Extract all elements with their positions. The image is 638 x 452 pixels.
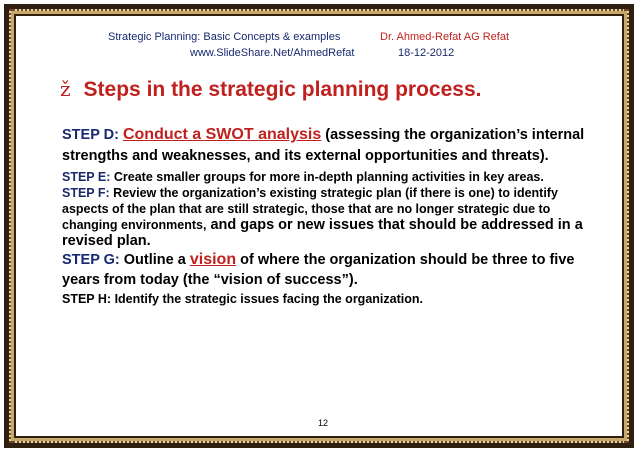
step-h-text: Identify the strategic issues facing the organization.	[114, 292, 423, 306]
slide-content	[14, 14, 624, 438]
step-e-paragraph	[62, 169, 592, 185]
step-g-paragraph	[62, 250, 592, 290]
step-h-separator: :	[106, 292, 115, 306]
step-e-text: Create smaller groups for more in-depth planning activities in key areas.	[113, 170, 544, 184]
step-d-paragraph	[62, 124, 592, 167]
step-g-text: of where the organization should be three to five years from today (the “vision of success”).	[62, 252, 575, 288]
step-d-label: STEP D	[62, 127, 115, 143]
step-g-label: STEP G	[62, 252, 115, 268]
step-e-label: STEP E	[62, 170, 107, 184]
step-f-label: STEP F	[62, 186, 106, 200]
step-d-text: (assessing the organization’s internal strengths and weaknesses, and its external opportunities and threats).	[62, 127, 585, 164]
step-h-label: STEP H	[62, 292, 107, 306]
step-h-paragraph	[62, 291, 592, 307]
step-f-separator: :	[105, 186, 114, 200]
slide-title-row	[60, 77, 481, 102]
step-g-text-pre: Outline a	[123, 252, 190, 268]
slide-title: Steps in the strategic planning process.	[83, 78, 482, 101]
decorative-border-right	[624, 9, 629, 443]
header-website: www.SlideShare.Net/AhmedRefat	[190, 47, 355, 59]
title-bullet: ž	[60, 77, 71, 101]
header-author: Dr. Ahmed-Refat AG Refat	[380, 31, 510, 43]
step-f-text-emphasis: and gaps or new issues that should be addressed in a revised plan.	[62, 217, 583, 249]
step-d-highlight: Conduct a SWOT analysis	[122, 126, 322, 143]
step-g-separator: :	[114, 252, 124, 268]
page-number: 12	[318, 418, 329, 428]
steps-body	[62, 124, 592, 307]
step-g-highlight: vision	[189, 251, 237, 268]
step-d-separator: :	[114, 127, 123, 143]
step-f-text: Review the organization’s existing strategic plan (if there is one) to identify aspects of the plan that are still strategic, those that are no longer strategic due to changing environments,	[62, 186, 558, 232]
step-e-separator: :	[106, 170, 114, 184]
header-date: 18-12-2012	[398, 47, 455, 59]
header-course-title: Strategic Planning: Basic Concepts & examples	[108, 31, 341, 43]
step-f-paragraph	[62, 185, 592, 249]
